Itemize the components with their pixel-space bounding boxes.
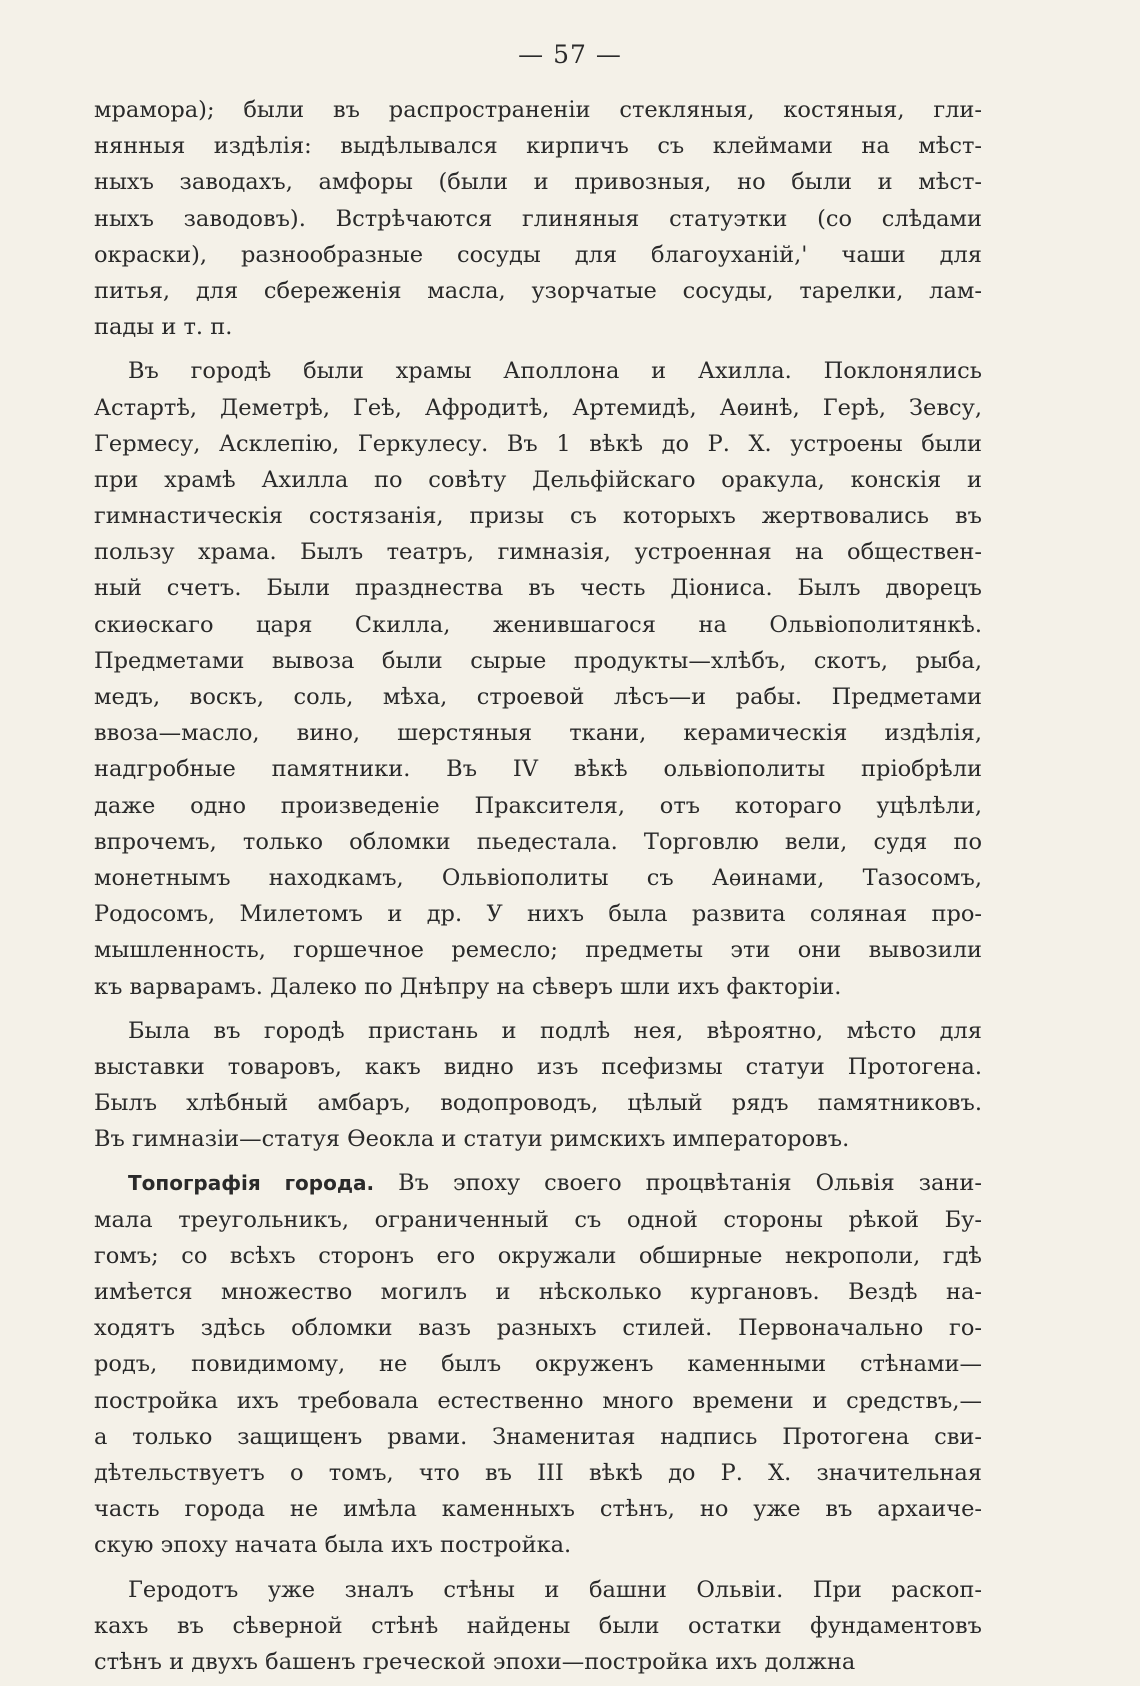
paragraph-gap [94,1005,982,1013]
text-line [94,1121,982,1157]
line-text: ввоза—масло, вино, шерстяныя ткани, керамическія издѣлія, [94,720,982,747]
line-text: даже одно произведеніе Праксителя, отъ котораго уцѣлѣли, [94,792,982,819]
line-text: Въ гимназіи—статуя Ѳеокла и статуи римскихъ императоровъ. [94,1126,850,1153]
line-text: кахъ въ сѣверной стѣнѣ найдены были остатки фундаментовъ [94,1612,982,1639]
text-line [94,1608,982,1644]
text-line [94,1644,982,1680]
line-text: мрамора); были въ распространеніи стекляныя, костяныя, гли- [94,97,982,123]
text-line [94,1085,982,1121]
line-text: Въ городѣ были храмы Аполлона и Ахилла. Поклонялись [128,358,982,385]
line-text: Въ эпоху своего процвѣтанія Ольвія зани- [374,1170,983,1197]
line-text: ныхъ заводовъ). Встрѣчаются глиняныя статуэтки (со слѣдами [94,205,982,232]
paragraph [94,353,982,1004]
paragraph-gap [94,1157,982,1165]
text-line [94,426,982,462]
line-text: надгробные памятники. Въ IV вѣкѣ ольвіополиты пріобрѣли [94,756,982,783]
line-text: родъ, повидимому, не былъ окруженъ каменными стѣнами— [94,1351,982,1378]
text-line [94,1491,982,1527]
line-text: при храмѣ Ахилла по совѣту Дельфійскаго оракула, конскія и [94,466,982,493]
text-line [94,1165,982,1201]
text-line [94,1383,982,1419]
line-text: питья, для сбереженія масла, узорчатые сосуды, тарелки, лам- [94,277,982,304]
line-text: ный счетъ. Были празднества въ честь Діониса. Былъ дворецъ [94,575,982,602]
text-line [94,969,982,1005]
paragraph [94,92,982,345]
line-text: Была въ городѣ пристань и подлѣ нея, вѣроятно, мѣсто для [128,1017,982,1044]
line-text: Геродотъ уже зналъ стѣны и башни Ольвіи. При раскоп- [128,1576,982,1603]
text-line [94,353,982,389]
line-text: скую эпоху начата была ихъ постройка. [94,1532,572,1559]
text-line [94,309,982,345]
line-text: нянныя издѣлія: выдѣлывался кирпичъ съ клеймами на мѣст- [94,133,982,160]
line-text: впрочемъ, только обломки пьедестала. Торговлю вели, судя по [94,828,982,855]
text-line [94,128,982,164]
line-text: гимнастическія состязанія, призы съ которыхъ жертвовались въ [94,503,982,530]
line-text: выставки товаровъ, какъ видно изъ псефизмы статуи Протогена. [94,1053,982,1080]
text-line [94,1202,982,1238]
text-line [94,1419,982,1455]
line-text: ходятъ здѣсь обломки вазъ разныхъ стилей. Первоначально го- [94,1315,982,1342]
line-text: дѣтельствуетъ о томъ, что въ III вѣкѣ до Р. Х. значительная [94,1459,982,1486]
line-text: окраски), разнообразные сосуды для благоуханій,' чаши для [94,241,982,268]
text-line [94,1527,982,1563]
paragraph [94,1013,982,1158]
text-line [94,679,982,715]
text-line [94,390,982,426]
text-line [94,462,982,498]
paragraph [94,1165,982,1563]
text-line [94,237,982,273]
line-text: пользу храма. Былъ театръ, гимназія, устроенная на обществен- [94,539,982,566]
body-text [94,92,982,1680]
page-number: — 57 — [518,40,622,69]
line-text: мышленность, горшечное ремесло; предметы эти они вывозили [94,937,982,964]
line-text: стѣнъ и двухъ башенъ греческой эпохи—постройка ихъ должна [94,1648,856,1675]
line-text: гомъ; со всѣхъ сторонъ его окружали обширные некрополи, гдѣ [94,1242,982,1269]
paragraph [94,1572,982,1681]
text-line [94,788,982,824]
text-line [94,1310,982,1346]
paragraph-gap [94,345,982,353]
paragraph-gap [94,1564,982,1572]
line-text: постройка ихъ требовала естественно много времени и средствъ,— [94,1387,982,1414]
text-line [94,1346,982,1382]
text-line [94,715,982,751]
text-line [94,534,982,570]
line-text: Гермесу, Асклепію, Геркулесу. Въ 1 вѣкѣ до Р. Х. устроены были [94,430,982,457]
text-line [94,1049,982,1085]
text-line [94,607,982,643]
text-line [94,201,982,237]
text-line [94,1238,982,1274]
line-text: Предметами вывоза были сырые продукты—хлѣбъ, скотъ, рыба, [94,647,982,674]
text-line [94,824,982,860]
text-line [94,570,982,606]
text-line [94,643,982,679]
text-line [94,273,982,309]
text-line [94,932,982,968]
line-text: пады и т. п. [94,314,233,341]
text-line [94,92,982,128]
text-line [94,860,982,896]
line-text: имѣется множество могилъ и нѣсколько кургановъ. Вездѣ на- [94,1279,982,1305]
text-line [94,896,982,932]
text-line [94,1572,982,1608]
line-text: часть города не имѣла каменныхъ стѣнъ, но уже въ архаиче- [94,1496,982,1523]
line-text: медъ, воскъ, соль, мѣха, строевой лѣсъ—и рабы. Предметами [94,684,982,710]
text-line [94,751,982,787]
line-text: къ варварамъ. Далеко по Днѣпру на сѣверъ шли ихъ факторіи. [94,973,842,1000]
text-line [94,1274,982,1310]
line-text: Родосомъ, Милетомъ и др. У нихъ была развита соляная про- [94,901,982,928]
section-heading: Топографія города. [128,1171,375,1196]
line-text: ныхъ заводахъ, амфоры (были и привозныя, но были и мѣст- [94,169,982,196]
text-line [94,1455,982,1491]
text-line [94,1013,982,1049]
line-text: мала треугольникъ, ограниченный съ одной стороны рѣкой Бу- [94,1206,982,1233]
text-line [94,164,982,200]
line-text: скиѳскаго царя Скилла, женившагося на Ольвіополитянкѣ. [94,611,982,638]
line-text: Былъ хлѣбный амбаръ, водопроводъ, цѣлый рядъ памятниковъ. [94,1090,982,1117]
text-line [94,498,982,534]
line-text: монетнымъ находкамъ, Ольвіополиты съ Аѳинами, Тазосомъ, [94,864,982,891]
line-text: Астартѣ, Деметрѣ, Геѣ, Афродитѣ, Артемидѣ, Аѳинѣ, Герѣ, Зевсу, [94,394,982,421]
line-text: а только защищенъ рвами. Знаменитая надпись Протогена сви- [94,1423,982,1450]
